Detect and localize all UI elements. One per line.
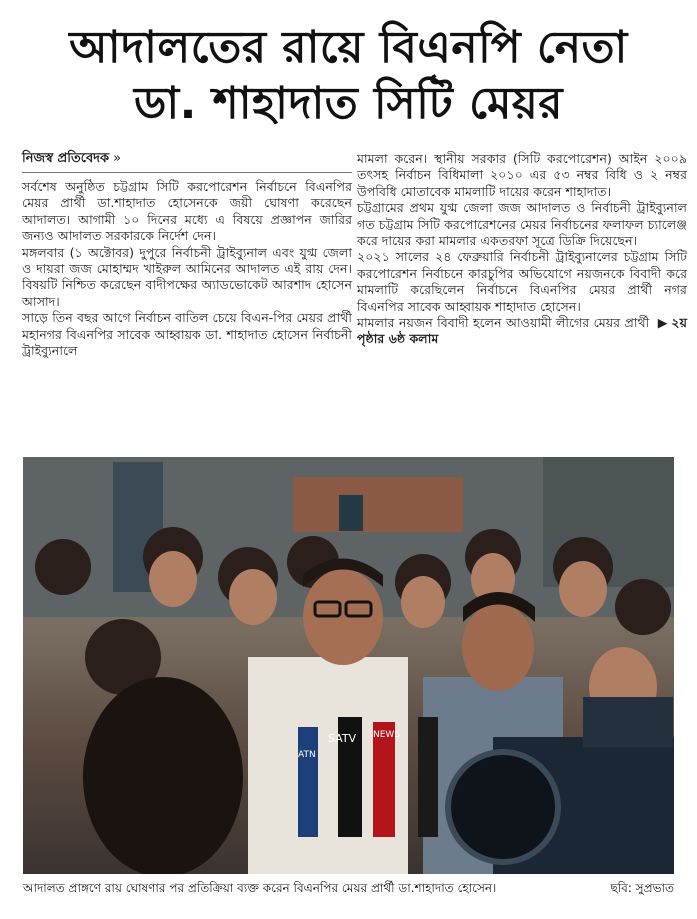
headline-line-1: আদালতের রায়ে বিএনপি নেতা bbox=[69, 22, 628, 73]
article-column-right bbox=[357, 151, 687, 348]
mic-label-1: SATV bbox=[328, 732, 357, 745]
photo-illustration bbox=[23, 457, 674, 874]
mic-label-3: ATN bbox=[298, 750, 316, 760]
caption-text: আদালত প্রাঙ্গণে রায় ঘোষণার পর প্রতিক্রিয়া ব্যক্ত করেন বিএনপির মেয়র প্রার্থী ডা.শাহাদাত হোসেন। bbox=[23, 881, 497, 895]
paragraph-7 bbox=[357, 315, 687, 348]
byline-author: নিজস্ব প্রতিবেদক bbox=[22, 151, 110, 166]
paragraph-2: মঙ্গলবার (১ অক্টোবর) দুপুরে নির্বাচনী ট্রাইব্যুনাল এবং যুগ্ম জেলা ও দায়রা জজ মোহাম্মদ খাইরুল আমিনের আদালত এই রায় দেন। বিষয়টি নিশ্চিত করেছেন বাদীপক্ষের অ্যাডভোকেট আরশাদ হোসেন আসাদ। bbox=[22, 244, 352, 309]
photo-phone bbox=[339, 495, 363, 531]
photo-foreground-head bbox=[83, 677, 243, 874]
photo-speaker-face bbox=[303, 569, 383, 665]
headline bbox=[0, 20, 697, 132]
triangle-right-icon: ▶ bbox=[657, 315, 668, 331]
paragraph-3: সাড়ে তিন বছর আগে নির্বাচন বাতিল চেয়ে বিএন-পির মেয়র প্রার্থী মহানগর বিএনপির সাবেক আহ্বায়ক ডা. শাহাদাত হোসেন নির্বাচনী ট্রাইব্যুনালে bbox=[22, 310, 352, 359]
byline bbox=[22, 150, 352, 173]
photo-credit: ছবি: সুপ্রভাত bbox=[610, 881, 674, 895]
paragraph-4: মামলা করেন। স্থানীয় সরকার (সিটি করপোরেশন) আইন ২০০৯ তৎসহ নির্বাচন বিধিমালা ২০১০ এর ৫৩ নম্বর বিধি ও ২ নম্বর উপবিধি মোতাবেক মামলাটি দায়ের করেন শাহাদাত। bbox=[357, 151, 687, 199]
continued-label: ২য় পৃষ্ঠার ৬ষ্ঠ কলাম bbox=[357, 315, 687, 347]
byline-arrows-icon: » bbox=[113, 151, 122, 166]
paragraph-7-text: মামলার নয়জন বিবাদী হলেন আওয়ামী লীগের মেয়র প্রার্থী bbox=[357, 315, 650, 331]
paragraph-1: সর্বশেষ অনুষ্ঠিত চট্টগ্রাম সিটি করপোরেশন নির্বাচনে বিএনপির মেয়র প্রার্থী ডা.শাহাদাত হোসেনকে জয়ী ঘোষণা করেছেন আদালত। আগামী ১০ দিনের মধ্যে এ বিষয়ে প্রজ্ঞাপন জারির জন্যও আদালত সরকারকে নির্দেশ দেন। bbox=[22, 179, 352, 244]
paragraph-5: চট্টগ্রামের প্রথম যুগ্ম জেলা জজ আদালত ও নির্বাচনী ট্রাইব্যুনাল গত চট্টগ্রাম সিটি করপোরেশনের মেয়র নির্বাচনের ফলাফল চ্যালেঞ্জ করে দায়ের করা মামলার একতরফা সূত্রে ডিক্রি দিয়েছেন। bbox=[357, 200, 687, 249]
photo-window bbox=[293, 477, 463, 532]
paragraph-6: ২০২১ সালের ২৪ ফেব্রুয়ারি নির্বাচনী ট্রাইব্যুনালের চট্টগ্রাম সিটি করপোরেশন নির্বাচনে কারচুপির অভিযোগে নয়জনকে বিবাদী করে মামলাটি করেছিলেন নির্বাচনে বিএনপির মেয়র প্রার্থী নগর বিএনপির সাবেক আহ্বায়ক শাহাদাত হোসেন। bbox=[357, 249, 687, 314]
photo-caption bbox=[23, 880, 674, 896]
mic-label-2: NEWS bbox=[373, 730, 401, 740]
headline-line-2: ডা. শাহাদাত সিটি মেয়র bbox=[134, 78, 563, 129]
news-photo bbox=[23, 457, 674, 874]
article-column-left bbox=[22, 150, 352, 359]
